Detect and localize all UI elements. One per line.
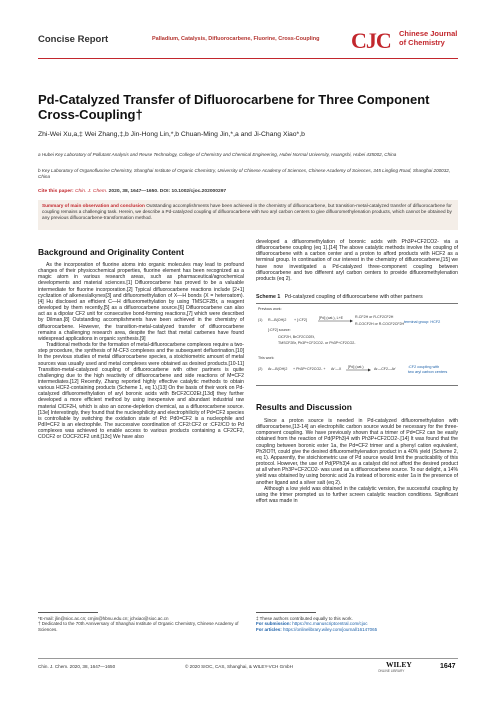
scheme-label: Scheme 1 — [256, 294, 281, 300]
citation-journal-link[interactable]: Chin. J. Chem. — [74, 189, 108, 194]
summary-text: Outstanding accomplishments have been achieved in the chemistry of difluorocarbene, but transition-metal-catalyzed transfer of difluorocarbene for coupling remains a challenging task. Herein, we describe a Pd-catalyzed coupling of difluorocarbene with two aryl carbon centers to give difluoromethylenation products, which cannot be obtained by any previous difluorocarbene-transformation method. — [42, 203, 452, 220]
footnote-divider-left — [38, 612, 98, 613]
scheme-caption — [256, 294, 423, 300]
articles-label: For articles: — [256, 626, 282, 632]
article-type-label: Concise Report — [38, 34, 109, 45]
scheme-eq1-conditions: [Pd] (cat.), L+E — [319, 316, 344, 320]
scheme-source-line-2: TMSCF2Br, Ph3P+CF2CO2- or Ph3P+CF2CO2- — [278, 341, 356, 345]
keywords-line: Palladium, Catalysis, Difluorocarbene, Fluorine, Cross-Coupling — [152, 36, 320, 42]
scheme-drawing — [256, 304, 458, 387]
right-column-text-top — [256, 239, 458, 282]
submission-label: For submission: — [256, 621, 292, 627]
right-column-text-bottom — [256, 418, 458, 504]
section-heading-results: Results and Discussion — [256, 402, 352, 412]
paragraph: As the incorporation of fluorine atoms into organic molecules may lead to profound changes of their physicochemical properties, fluorine element has been recognized as a magic atom in various research areas, such as pharmaceutical/agrochemical developments and material sciences.[1] Difluorocarbene has proved to be a valuable intermediate for fluorine incorporation.[2] Typical difluorocarbene reactions include [2+1] cyclization of alkenes/alkynes[3] and difluoromethylation of X—H bonds (X = heteroatom).[4] Hu disclosed an efficient C—H difluoromethylation by using TMSCF2Br, a reagent developed by them recently,[5] as a difluorocarbene source.[6] Difluorocarbene can also act as a dipolar CF2 unit for consecutive bond-forming reactions,[7] which were described by Dilman.[8] Outstanding accomplishments have been achieved in the chemistry of difluorocarbene. However, the transition-metal-catalyzed transfer of difluorocarbene remains a challenging research area, despite the fact that metal carbenes have found widespread applications in organic synthesis.[9] — [38, 262, 244, 342]
paragraph: Traditional methods for the formation of metal-difluorocarbene complexes require a two-step procedure, the synthesis of M-CF3 complexes and the subsequent defluorination.[10] In the previous studies of metal difluorocarbene species, a stoichiometric amount of metal sources was usually used and metal complexes were obtained as desired products.[10-11] Transition-metal-catalyzed coupling of difluorocarbene with other partners is quite challenging due to the high reactivity of difluorocarbene and side reactions of M=CF2 intermediates.[12] Recently, Zhang reported highly effective catalytic methods to obtain various HCF2-containing products (Scheme 1, eq 1).[13] On the basis of their work on Pd-catalyzed difluoromethylation of aryl boronic acids with BrCF2CO2Et,[13d] they further developed a more efficient method by using inexpensive and abundant industrial raw material ClCF2H, which is also an ozone-depletion chemical, as a difluorocarbene source.[13e] Interestingly, they found that the nucleophilicity and electrophilicity of Pd=CF2 species is controllable by switching the oxidation state of Pd: Pd0=CF2 is a nucleophile and PdII=CF2 is an electrophile. The successive coordination of :CF2/:CF2 or :CF2/CO to Pd complexes was achieved to enable access to various products containing a CF2CF2, COCF2 or COCF2CF2 unit.[13c] We have also — [38, 342, 244, 441]
submission-link[interactable]: https://mc.manuscriptcentral.com/cjoc — [292, 621, 368, 627]
publisher-name: WILEY — [386, 660, 412, 669]
journal-logo-letters: CJC — [351, 28, 391, 53]
scheme-eq1-product-2: R-COCF2H or R-COCF2CF2H — [355, 322, 405, 326]
scheme-eq2-product: Ar—CF2—Ar' — [374, 367, 396, 371]
scheme-source-heading: [:CF2] source: — [268, 328, 291, 332]
affiliation-a: a Hubei Key Laboratory of Pollutant Analysis and Reuse Technology, College of Chemistry and Chemical Engineering, Hubei Normal University, Huangshi, Hubei 435002, China — [38, 152, 397, 157]
author-list: Zhi-Wei Xu,a,‡ Wei Zhang,‡,b Jin-Hong Lin,*,b Chuan-Ming Jin,*,a and Ji-Chang Xiao*,b — [38, 131, 305, 138]
footer-citation: Chin. J. Chem. 2020, 38, 1647—1650 — [38, 664, 116, 669]
articles-line — [256, 627, 458, 632]
citation-details: 2020, 38, 1647—1650. DOI: 10.1002/cjoc.202000297 — [108, 189, 227, 194]
scheme-eq1-number: (1) — [258, 318, 263, 322]
header-divider — [38, 58, 458, 59]
publisher-logo[interactable] — [378, 660, 418, 674]
journal-header — [38, 28, 458, 58]
footnotes-left — [38, 616, 244, 632]
publisher-subtitle: ONLINE LIBRARY — [378, 669, 405, 673]
scheme-eq2-arrowhead — [368, 369, 371, 372]
summary-label: Summary of main observation and conclusion — [42, 203, 145, 208]
scheme-terminal-group-note: terminal group: HCF2 — [404, 320, 441, 324]
paragraph: Since a proton source is needed in Pd-catalyzed difluoromethylation with difluorocarbene,[13-14] an electrophilic carbon source would be necessary for the three-component coupling. We have previously shown that a trimer of Pd=CF2 can be easily obtained from the reaction of Pd(PPh3)4 with Ph3P+CF2CO2-.[14] It was found that the coupling between boronic ester 1a, the Pd=CF2 trimer and a phenyl cation equivalent, Ph2IOTf, could give the desired difluoromethylenation product in a 40% yield (Scheme 2, eq 1). Apparently, the stoichiometric use of Pd source would limit the practicability of this protocol. However, the use of Pd(PPh3)4 as a catalyst did not afford the desired product at all when Ph3P+CF2CO2- was used as a difluorocarbene source. To our delight, a 14% yield was obtained by using boronic acid 2a instead of boronic ester 1a in the presence of another ligand and a silver salt (eq 2). — [256, 418, 458, 486]
footnotes-right — [256, 616, 458, 632]
footer-copyright: © 2020 SIOC, CAS, Shanghai, & WILEY-VCH GmbH — [185, 664, 293, 669]
scheme-eq2-note-1: :CF2 coupling with — [408, 365, 440, 369]
scheme-eq2-number: (2) — [258, 367, 263, 371]
scheme-eq1-arrowhead — [350, 320, 353, 323]
scheme-eq1-reagent-1: R—B(OH)2 — [268, 318, 287, 322]
citation-line — [38, 189, 226, 194]
scheme-eq1-product-1: R-CF2H or R-CF2CF2H — [355, 315, 394, 319]
footnote-equal-contribution: ‡ These authors contributed equally to this work. — [256, 616, 353, 621]
scheme-eq2-conditions: [Pd] (cat.) — [348, 365, 364, 369]
footnote-email[interactable]: *E-mail: jlin@sioc.ac.cn; cmjin@hbnu.edu.cn; jchxiao@sioc.ac.cn — [38, 616, 169, 621]
footnote-divider-right — [256, 612, 316, 613]
citation-label: Cite this paper: — [38, 189, 74, 194]
scheme-previous-work-label: Previous work: — [258, 307, 282, 311]
article-title: Pd-Catalyzed Transfer of Difluorocarbene for Three Component Cross-Coupling† — [38, 92, 430, 122]
scheme-source-line-1: ClCF2H, BrCF2CO2Et, — [278, 335, 315, 339]
page-number: 1647 — [440, 663, 456, 670]
left-column-text — [38, 262, 244, 441]
scheme-this-work-label: This work: — [258, 356, 275, 360]
section-heading-background: Background and Originality Content — [38, 247, 184, 257]
summary-box — [38, 200, 458, 230]
affiliation-b: b Key Laboratory of Organofluorine Chemistry, Shanghai Institute of Organic Chemistry, University of Chinese Academy of Sciences, Chinese Academy of Sciences, 345 Lingling Road, Shanghai 200032, China — [38, 168, 451, 179]
footnote-dedication: † Dedicated to the 70th Anniversary of Shanghai Institute of Organic Chemistry, Chinese Academy of Sciences. — [38, 621, 239, 632]
scheme-eq1-reagent-2: + [:CF2] — [294, 318, 307, 322]
scheme-eq2-reagent-1: Ar—B(OH)2 — [268, 367, 288, 371]
footer-divider — [38, 658, 458, 659]
paragraph: Although a low yield was obtained in the catalytic version, the successful coupling by using the trimer prompted us to further screen catalytic reaction conditions. Significant effort was made in — [256, 485, 458, 505]
scheme-eq2-note-2: two aryl carbon centers — [408, 370, 448, 374]
scheme-eq2-reagent-3: Ar'—X — [331, 367, 342, 371]
journal-logo-name: Chinese Journal of Chemistry — [399, 29, 458, 47]
articles-link[interactable]: https://onlinelibrary.wiley.com/journal/16147065 — [283, 626, 378, 632]
paragraph: developed a difluoromethylation of boronic acids with Ph3P+CF2CO2- via a difluorocarbene coupling (eq 1).[14] The above catalytic methods involve the coupling of difluorocarbene with a carbon center and a proton to afford products with HCF2 as a terminal group. In continuation of our interest in the chemistry of difluorocarbene,[15] we have now investigated a Pd-catalyzed three-component coupling between difluorocarbene and two different aryl carbon centers to provide difluoromethylenation products (eq 2). — [256, 239, 458, 282]
scheme-eq2-reagent-2: + Ph3P+CF2CO2- + — [293, 367, 326, 371]
scheme-caption-text: Pd-catalyzed coupling of difluorocarbene with other partners — [284, 294, 423, 300]
journal-logo[interactable] — [351, 28, 458, 54]
scheme-figure — [256, 303, 458, 386]
